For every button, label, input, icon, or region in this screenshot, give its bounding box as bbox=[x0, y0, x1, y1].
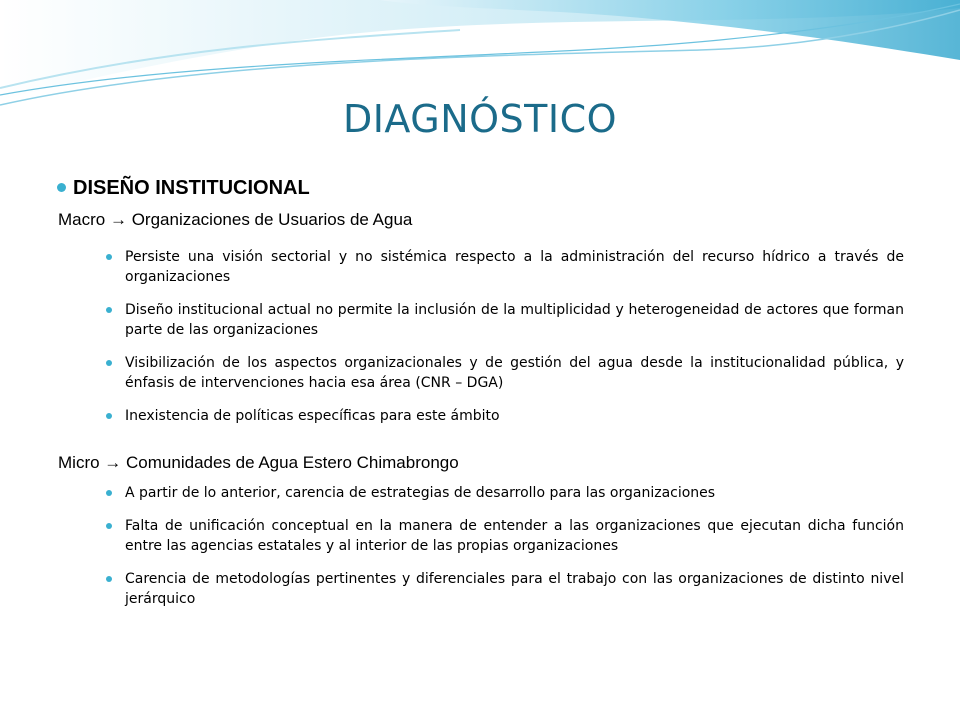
bullet-dot-icon bbox=[106, 523, 112, 529]
micro-heading bbox=[58, 453, 459, 473]
bullet-dot-icon bbox=[106, 413, 112, 419]
list-item-text: Inexistencia de políticas específicas para este ámbito bbox=[125, 408, 500, 424]
list-item bbox=[104, 516, 904, 556]
list-item bbox=[104, 569, 904, 609]
main-bullet bbox=[73, 177, 310, 200]
micro-text: Comunidades de Agua Estero Chimabrongo bbox=[126, 453, 459, 472]
bullet-dot-icon bbox=[106, 254, 112, 260]
arrow-right-icon: → bbox=[104, 453, 122, 472]
micro-list bbox=[104, 483, 904, 622]
list-item-text: Visibilización de los aspectos organizacionales y de gestión del agua desde la institucionalidad pública, y énfasis de intervenciones hacia esa área (CNR – DGA) bbox=[125, 355, 904, 391]
list-item-text: Falta de unificación conceptual en la manera de entender a las organizaciones que ejecutan dicha función entre las agencias estatales y al interior de las propias organizaciones bbox=[125, 518, 904, 554]
list-item-text: Diseño institucional actual no permite la inclusión de la multiplicidad y heterogeneidad de actores que forman parte de las organizaciones bbox=[125, 302, 904, 338]
list-item-text: Carencia de metodologías pertinentes y diferenciales para el trabajo con las organizaciones de distinto nivel jerárquico bbox=[125, 571, 904, 607]
list-item bbox=[104, 300, 904, 340]
bullet-dot-icon bbox=[106, 307, 112, 313]
bullet-dot-icon bbox=[57, 183, 66, 192]
list-item bbox=[104, 483, 904, 503]
micro-label: Micro bbox=[58, 453, 100, 472]
macro-list bbox=[104, 247, 904, 439]
list-item bbox=[104, 247, 904, 287]
bullet-dot-icon bbox=[106, 490, 112, 496]
macro-text: Organizaciones de Usuarios de Agua bbox=[131, 210, 413, 229]
main-bullet-label: DISEÑO INSTITUCIONAL bbox=[73, 177, 310, 199]
arrow-right-icon: → bbox=[109, 210, 127, 229]
slide-title: DIAGNÓSTICO bbox=[342, 97, 618, 141]
macro-heading bbox=[58, 210, 412, 230]
list-item-text: A partir de lo anterior, carencia de estrategias de desarrollo para las organizaciones bbox=[125, 485, 716, 501]
bullet-dot-icon bbox=[106, 576, 112, 582]
bullet-dot-icon bbox=[106, 360, 112, 366]
list-item-text: Persiste una visión sectorial y no sistémica respecto a la administración del recurso hídrico a través de organizaciones bbox=[125, 249, 904, 285]
list-item bbox=[104, 353, 904, 393]
macro-label: Macro bbox=[58, 210, 106, 229]
list-item bbox=[104, 406, 904, 426]
